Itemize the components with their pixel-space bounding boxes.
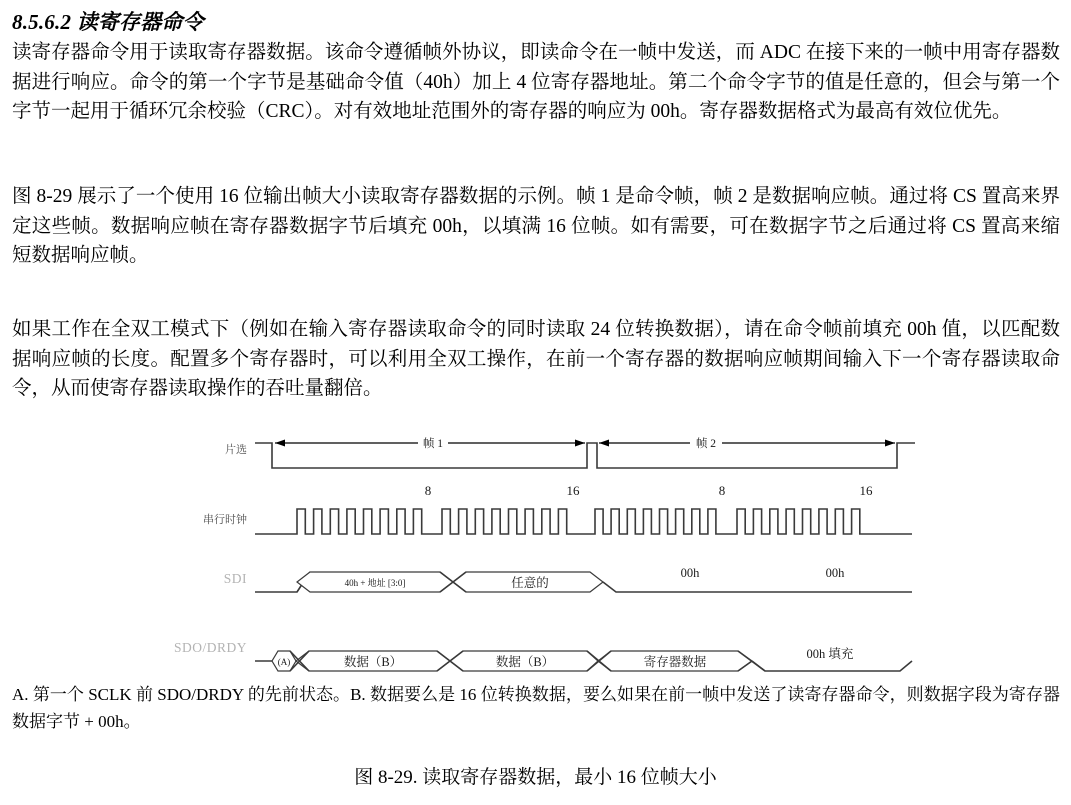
serial-clock-waveform: [255, 509, 912, 534]
sdi-cell-3-label: 00h: [680, 566, 700, 580]
sdi-cell-2-label: 任意的: [511, 576, 549, 590]
sdo-drdy-waveform: [255, 646, 912, 671]
clock-tick-label-3: 8: [718, 483, 726, 498]
signal-label-chip-select: 片选: [225, 444, 247, 456]
clock-tick-label-1: 8: [424, 483, 432, 498]
frame-1-label: 帧 1: [422, 438, 444, 450]
section-heading: 8.5.6.2 读寄存器命令: [12, 10, 204, 34]
clock-tick-label-4: 16: [859, 483, 873, 498]
clock-tick-label-2: 16: [566, 483, 580, 498]
figure-footnote: A. 第一个 SCLK 前 SDO/DRDY 的先前状态。B. 数据要么是 16 位转换数据，要么如果在前一帧中发送了读寄存器命令，则数据字段为寄存器数据字节 + 00h。: [12, 685, 1060, 731]
paragraph-3: 如果工作在全双工模式下（例如在输入寄存器读取命令的同时读取 24 位转换数据），请在命令帧前填充 00h 值，以匹配数据响应帧的长度。配置多个寄存器时，可以利用全双工操作，在前一个寄存器的数据响应帧期间输入下一个寄存器读取命令，从而使寄存器读取操作的吞吐量翻倍。: [12, 319, 1060, 399]
paragraph-2: 图 8-29 展示了一个使用 16 位输出帧大小读取寄存器数据的示例。帧 1 是命令帧，帧 2 是数据响应帧。通过将 CS 置高来界定这些帧。数据响应帧在寄存器数据字节后填充 00h，以填满 16 位帧。如有需要，可在数据字节之后通过将 CS 置高来缩短数据响应帧。: [12, 186, 1060, 266]
sdo-cell-3-label: 数据（B）: [495, 655, 555, 669]
sdo-cell-5-label: 00h 填充: [806, 647, 854, 661]
timing-diagram-svg: [0, 420, 1071, 685]
signal-label-sdi: SDI: [223, 571, 247, 586]
figure-caption: 图 8-29. 读取寄存器数据，最小 16 位帧大小: [354, 767, 717, 788]
chip-select-waveform: [255, 443, 915, 468]
sdi-waveform: [255, 566, 912, 592]
signal-label-serial-clock: 串行时钟: [203, 514, 247, 526]
sdo-cell-1-label: (A): [277, 657, 291, 667]
frame-1-measure: [275, 436, 585, 450]
sdi-cell-4-label: 00h: [825, 566, 845, 580]
frame-2-measure: [599, 436, 895, 450]
paragraph-1: 读寄存器命令用于读取寄存器数据。该命令遵循帧外协议，即读命令在一帧中发送，而 ADC 在接下来的一帧中用寄存器数据进行响应。命令的第一个字节是基础命令值（40h）加上 4 位寄存器地址。第二个命令字节的值是任意的，但会与第一个字节一起用于循环冗余校验（CRC）。对有效地址范围外的寄存器的响应为 00h。寄存器数据格式为最高有效位优先。: [12, 42, 1060, 122]
sdo-cell-4-label: 寄存器数据: [643, 655, 707, 669]
sdi-cell-1-label: 40h + 地址 [3:0]: [344, 578, 406, 588]
timing-diagram-figure: [0, 420, 1071, 685]
frame-2-label: 帧 2: [695, 438, 717, 450]
signal-label-sdo-drdy: SDO/DRDY: [173, 640, 247, 655]
sdo-cell-2-label: 数据（B）: [343, 655, 403, 669]
